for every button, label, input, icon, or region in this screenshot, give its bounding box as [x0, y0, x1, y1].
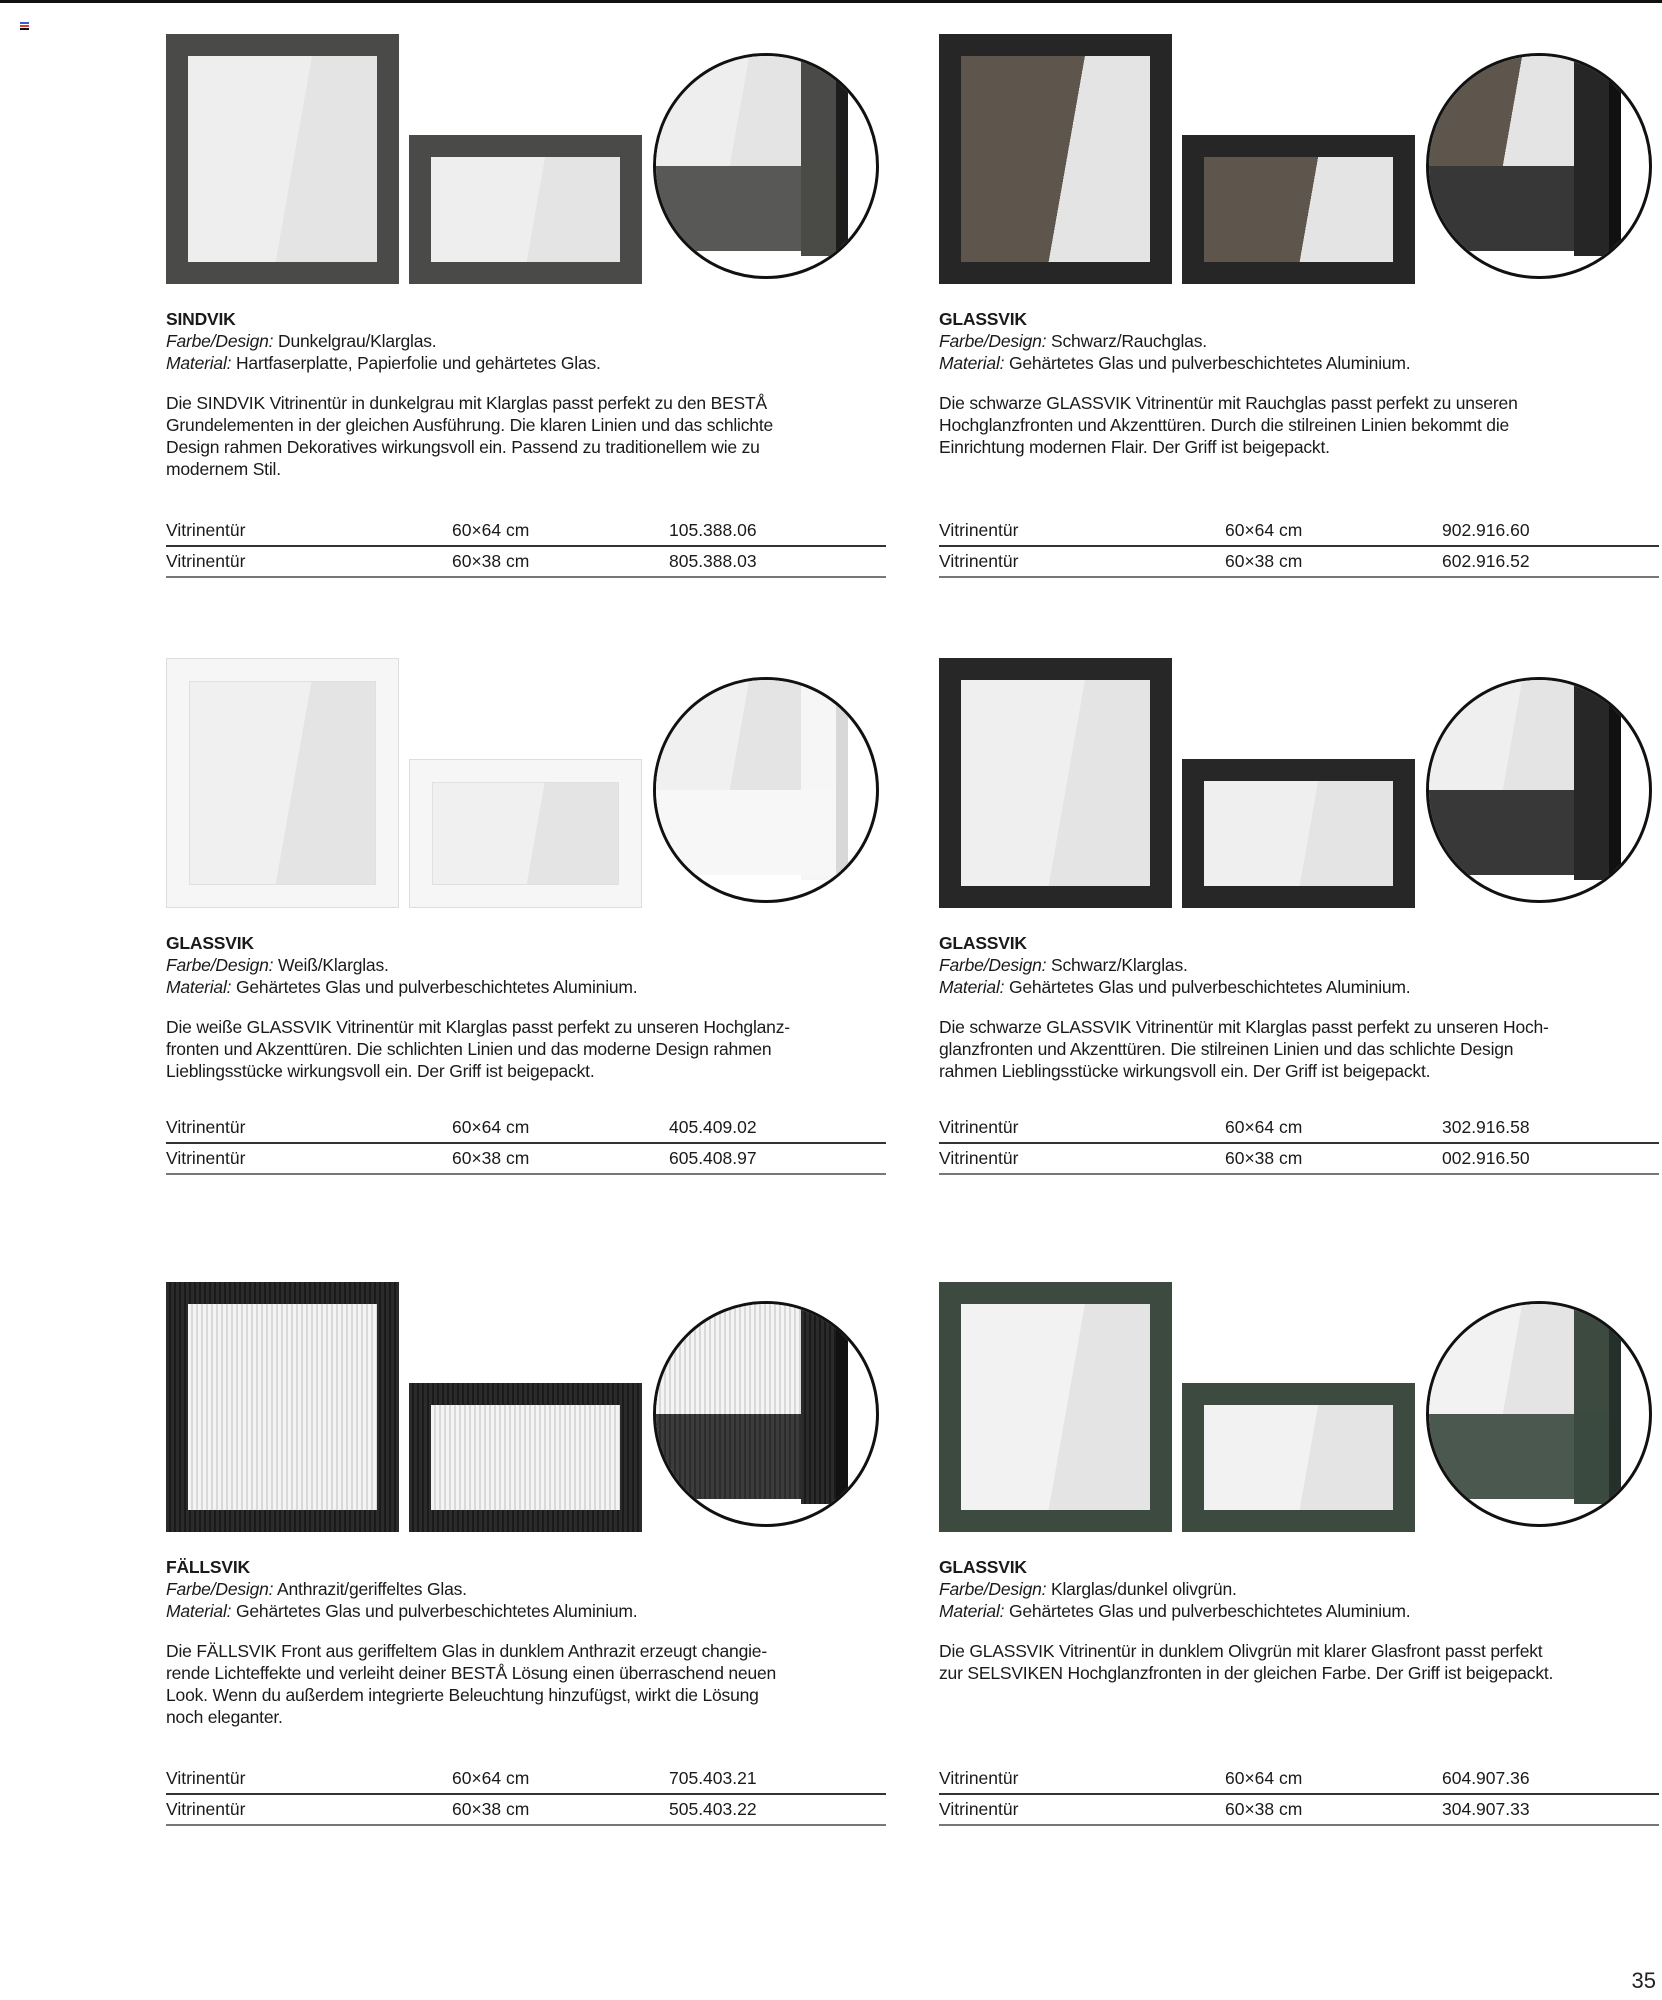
variant-type: Vitrinentür	[166, 1148, 246, 1168]
color-design-label: Farbe/Design:	[939, 331, 1047, 351]
variant-table	[939, 1764, 1659, 1826]
description-line: Einrichtung modernen Flair. Der Griff ist beigepackt.	[939, 437, 1330, 457]
variant-type: Vitrinentür	[939, 1148, 1019, 1168]
product-card	[166, 1280, 891, 1880]
variant-row	[166, 1144, 886, 1175]
article-number: 902.916.60	[1442, 520, 1530, 540]
variant-row	[166, 547, 886, 578]
top-rule	[0, 0, 1662, 3]
door-small-image	[409, 1383, 642, 1532]
variant-type: Vitrinentür	[939, 1117, 1019, 1137]
product-name: GLASSVIK	[939, 309, 1027, 329]
article-number: 602.916.52	[1442, 551, 1530, 571]
variant-size: 60×64 cm	[452, 1117, 530, 1137]
product-description	[166, 392, 891, 480]
color-design-line	[939, 954, 1662, 976]
product-name: GLASSVIK	[166, 933, 254, 953]
description-line: zur SELSVIKEN Hochglanzfronten in der gleichen Farbe. Der Griff ist beigepackt.	[939, 1663, 1554, 1683]
material-label: Material:	[166, 977, 232, 997]
door-large-image	[939, 1282, 1172, 1532]
variant-row	[939, 516, 1659, 547]
product-card	[939, 1280, 1662, 1880]
material-value: Gehärtetes Glas und pulverbeschichtetes Aluminium.	[235, 977, 638, 997]
variant-type: Vitrinentür	[166, 520, 246, 540]
door-large-image	[939, 34, 1172, 284]
product-name: FÄLLSVIK	[166, 1557, 250, 1577]
door-large-image	[166, 1282, 399, 1532]
product-description	[166, 1016, 891, 1082]
door-large-image	[939, 658, 1172, 908]
page-number: 35	[1631, 1968, 1656, 1993]
description-line: noch eleganter.	[166, 1707, 283, 1727]
detail-zoom-image	[653, 53, 879, 279]
product-description	[166, 1640, 891, 1728]
door-large-image	[166, 34, 399, 284]
description-line: Die FÄLLSVIK Front aus geriffeltem Glas in dunklem Anthrazit erzeugt changie-	[166, 1641, 767, 1661]
description-line: glanzfronten und Akzenttüren. Die stilreinen Linien und das schlichte Design	[939, 1039, 1514, 1059]
variant-table	[166, 1764, 886, 1826]
variant-size: 60×38 cm	[452, 1148, 530, 1168]
variant-type: Vitrinentür	[939, 551, 1019, 571]
material-value: Gehärtetes Glas und pulverbeschichtetes Aluminium.	[235, 1601, 638, 1621]
variant-type: Vitrinentür	[939, 520, 1019, 540]
variant-row	[166, 1764, 886, 1795]
description-line: rahmen Lieblingsstücke wirkungsvoll ein. Der Griff ist beigepackt.	[939, 1061, 1431, 1081]
door-large-image	[166, 658, 399, 908]
color-design-line	[166, 330, 891, 352]
color-design-line	[939, 330, 1662, 352]
variant-row	[166, 1113, 886, 1144]
color-design-value: Schwarz/Rauchglas.	[1051, 331, 1207, 351]
color-design-label: Farbe/Design:	[939, 1579, 1047, 1599]
product-description	[939, 392, 1662, 458]
description-line: Design rahmen Dekoratives wirkungsvoll ein. Passend zu traditionellem wie zu	[166, 437, 760, 457]
color-marker-icon	[20, 22, 29, 30]
product-card	[166, 656, 891, 1256]
material-line	[939, 1600, 1662, 1622]
variant-row	[939, 1795, 1659, 1826]
material-value: Gehärtetes Glas und pulverbeschichtetes Aluminium.	[1008, 353, 1411, 373]
material-line	[939, 976, 1662, 998]
color-design-value: Klarglas/dunkel olivgrün.	[1051, 1579, 1237, 1599]
variant-type: Vitrinentür	[939, 1799, 1019, 1819]
description-line: Grundelementen in der gleichen Ausführung. Die klaren Linien und das schlichte	[166, 415, 774, 435]
article-number: 805.388.03	[669, 551, 757, 571]
product-card	[939, 656, 1662, 1256]
material-value: Hartfaserplatte, Papierfolie und gehärtetes Glas.	[235, 353, 601, 373]
variant-size: 60×38 cm	[452, 551, 530, 571]
material-line	[166, 976, 891, 998]
article-number: 002.916.50	[1442, 1148, 1530, 1168]
color-design-label: Farbe/Design:	[166, 955, 274, 975]
color-design-label: Farbe/Design:	[939, 955, 1047, 975]
product-card	[166, 32, 891, 632]
description-line: Die GLASSVIK Vitrinentür in dunklem Olivgrün mit klarer Glasfront passt perfekt	[939, 1641, 1543, 1661]
description-line: Die schwarze GLASSVIK Vitrinentür mit Klarglas passt perfekt zu unseren Hoch-	[939, 1017, 1549, 1037]
detail-zoom-image	[653, 677, 879, 903]
product-name: GLASSVIK	[939, 1557, 1027, 1577]
article-number: 302.916.58	[1442, 1117, 1530, 1137]
variant-size: 60×64 cm	[1225, 520, 1303, 540]
variant-size: 60×64 cm	[452, 520, 530, 540]
variant-size: 60×64 cm	[1225, 1117, 1303, 1137]
variant-table	[939, 1113, 1659, 1175]
variant-size: 60×38 cm	[452, 1799, 530, 1819]
door-small-image	[409, 759, 642, 908]
variant-size: 60×64 cm	[1225, 1768, 1303, 1788]
material-label: Material:	[166, 1601, 232, 1621]
variant-type: Vitrinentür	[166, 551, 246, 571]
variant-size: 60×38 cm	[1225, 551, 1303, 571]
material-label: Material:	[939, 1601, 1005, 1621]
description-line: Hochglanzfronten und Akzenttüren. Durch die stilreinen Linien bekommt die	[939, 415, 1510, 435]
variant-row	[166, 516, 886, 547]
variant-row	[939, 1764, 1659, 1795]
material-value: Gehärtetes Glas und pulverbeschichtetes Aluminium.	[1008, 977, 1411, 997]
door-small-image	[409, 135, 642, 284]
material-label: Material:	[939, 353, 1005, 373]
product-card	[939, 32, 1662, 632]
description-line: Lieblingsstücke wirkungsvoll ein. Der Griff ist beigepackt.	[166, 1061, 595, 1081]
door-small-image	[1182, 135, 1415, 284]
variant-row	[939, 1144, 1659, 1175]
color-design-value: Weiß/Klarglas.	[278, 955, 389, 975]
article-number: 604.907.36	[1442, 1768, 1530, 1788]
description-line: Look. Wenn du außerdem integrierte Beleuchtung hinzufügst, wirkt die Lösung	[166, 1685, 759, 1705]
variant-table	[939, 516, 1659, 578]
variant-row	[939, 547, 1659, 578]
description-line: Die weiße GLASSVIK Vitrinentür mit Klarglas passt perfekt zu unseren Hochglanz-	[166, 1017, 790, 1037]
article-number: 605.408.97	[669, 1148, 757, 1168]
variant-size: 60×64 cm	[452, 1768, 530, 1788]
variant-type: Vitrinentür	[166, 1117, 246, 1137]
color-design-line	[939, 1578, 1662, 1600]
material-value: Gehärtetes Glas und pulverbeschichtetes Aluminium.	[1008, 1601, 1411, 1621]
color-design-line	[166, 1578, 891, 1600]
product-name: GLASSVIK	[939, 933, 1027, 953]
article-number: 304.907.33	[1442, 1799, 1530, 1819]
description-line: modernem Stil.	[166, 459, 281, 479]
variant-type: Vitrinentür	[166, 1768, 246, 1788]
variant-table	[166, 1113, 886, 1175]
variant-row	[166, 1795, 886, 1826]
description-line: rende Lichteffekte und verleiht deiner BESTÅ Lösung einen überraschend neuen	[166, 1663, 777, 1683]
color-design-label: Farbe/Design:	[166, 1579, 274, 1599]
detail-zoom-image	[1426, 1301, 1652, 1527]
variant-size: 60×38 cm	[1225, 1148, 1303, 1168]
material-line	[166, 352, 891, 374]
color-design-label: Farbe/Design:	[166, 331, 274, 351]
description-line: Die schwarze GLASSVIK Vitrinentür mit Rauchglas passt perfekt zu unseren	[939, 393, 1518, 413]
variant-table	[166, 516, 886, 578]
detail-zoom-image	[653, 1301, 879, 1527]
detail-zoom-image	[1426, 53, 1652, 279]
product-name: SINDVIK	[166, 309, 236, 329]
color-design-value: Schwarz/Klarglas.	[1051, 955, 1188, 975]
detail-zoom-image	[1426, 677, 1652, 903]
variant-size: 60×38 cm	[1225, 1799, 1303, 1819]
variant-type: Vitrinentür	[939, 1768, 1019, 1788]
product-description	[939, 1016, 1662, 1082]
color-design-line	[166, 954, 891, 976]
article-number: 505.403.22	[669, 1799, 757, 1819]
material-label: Material:	[939, 977, 1005, 997]
variant-row	[939, 1113, 1659, 1144]
article-number: 405.409.02	[669, 1117, 757, 1137]
description-line: Die SINDVIK Vitrinentür in dunkelgrau mit Klarglas passt perfekt zu den BESTÅ	[166, 393, 767, 413]
article-number: 705.403.21	[669, 1768, 757, 1788]
variant-type: Vitrinentür	[166, 1799, 246, 1819]
door-small-image	[1182, 759, 1415, 908]
color-design-value: Anthrazit/geriffeltes Glas.	[277, 1579, 467, 1599]
material-line	[166, 1600, 891, 1622]
description-line: fronten und Akzenttüren. Die schlichten Linien und das moderne Design rahmen	[166, 1039, 772, 1059]
product-description	[939, 1640, 1662, 1684]
article-number: 105.388.06	[669, 520, 757, 540]
color-design-value: Dunkelgrau/Klarglas.	[278, 331, 437, 351]
material-label: Material:	[166, 353, 232, 373]
material-line	[939, 352, 1662, 374]
door-small-image	[1182, 1383, 1415, 1532]
